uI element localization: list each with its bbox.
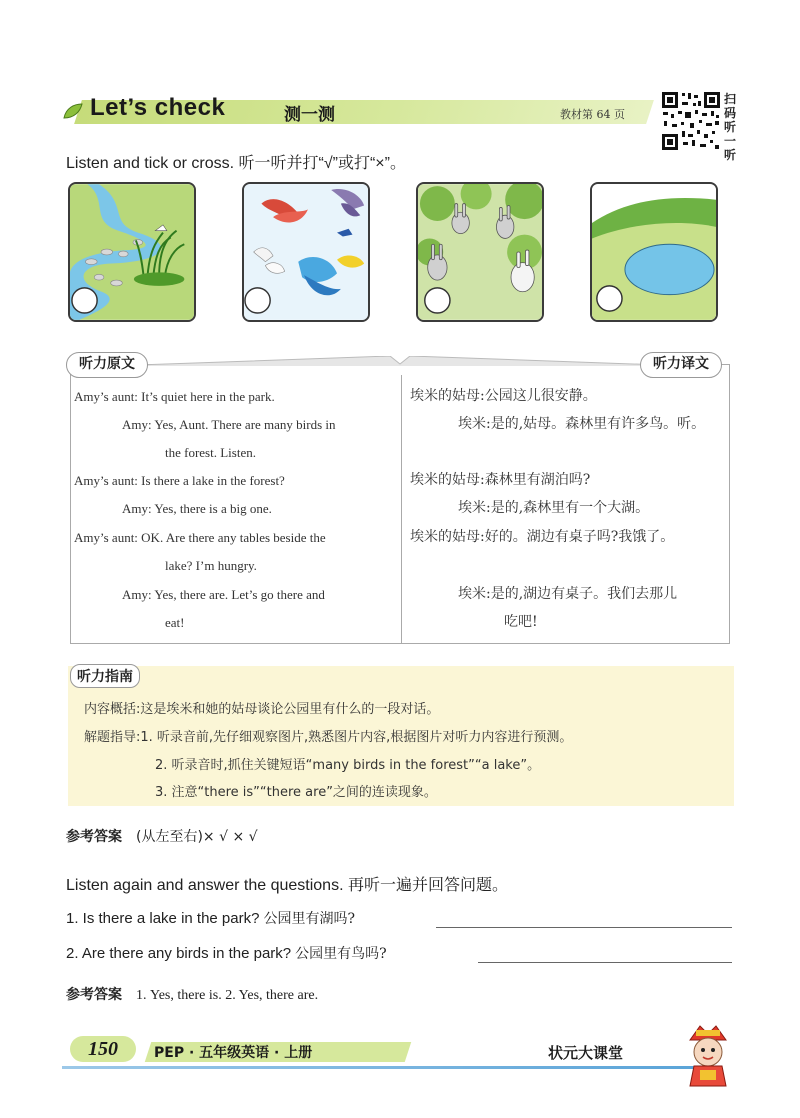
guide-summary: 内容概括:这是埃米和她的姑母谈论公园里有什么的一段对话。 xyxy=(84,702,440,717)
tab-listening-translation: 听力译文 xyxy=(640,352,722,378)
qr-code-icon[interactable] xyxy=(660,90,722,152)
zh-line-6: 埃米:是的,湖边有桌子。我们去那儿 xyxy=(458,586,678,602)
stream-grass-illustration xyxy=(70,184,194,320)
transcript-divider xyxy=(401,375,402,643)
answer-2-label: 参考答案 xyxy=(66,987,122,1003)
transcript-top-ornament xyxy=(110,356,690,366)
en-line-5: Amy’s aunt: OK. Are there any tables beside the xyxy=(74,530,326,545)
answer-1-text: (从左至右)× √ × √ xyxy=(136,829,258,845)
section-header xyxy=(62,94,650,128)
textbook-page-ref: 教材第 64 页 xyxy=(560,108,625,121)
zh-line-4: 埃米:是的,森林里有一个大湖。 xyxy=(458,500,650,516)
publisher-name: 状元大课堂 xyxy=(548,1044,624,1062)
en-line-4: Amy: Yes, there is a big one. xyxy=(122,501,272,516)
answer-2-text: 1. Yes, there is. 2. Yes, there are. xyxy=(136,988,319,1003)
question-2: 2. Are there any birds in the park? 公园里有鸟吗? xyxy=(66,945,387,962)
birds-illustration xyxy=(244,184,368,320)
en-line-6: Amy: Yes, there are. Let’s go there and xyxy=(122,587,325,602)
instruction-listen-again: Listen again and answer the questions. 再听一遍并回答问题。 xyxy=(66,877,508,894)
tab-listening-guide: 听力指南 xyxy=(70,664,140,688)
zh-line-2: 埃米:是的,姑母。森林里有许多鸟。听。 xyxy=(458,416,706,432)
section-title-en: Let’s check xyxy=(90,94,226,121)
footer-rule xyxy=(62,1066,702,1069)
question-1: 1. Is there a lake in the park? 公园里有湖吗? xyxy=(66,910,355,927)
answer-1 xyxy=(66,826,258,846)
tab-listening-original: 听力原文 xyxy=(66,352,148,378)
page-number: 150 xyxy=(70,1036,136,1062)
answer-line-2[interactable] xyxy=(478,962,732,963)
zh-line-6-cont: 吃吧! xyxy=(504,614,538,630)
qr-label: 扫 码 听 一 听 xyxy=(724,92,737,162)
zh-line-1: 埃米的姑母:公园这儿很安静。 xyxy=(410,388,597,404)
picture-rabbits xyxy=(416,182,544,322)
picture-lake xyxy=(590,182,718,322)
answer-2 xyxy=(66,984,318,1004)
guide-tip-2: 2. 听录音时,抓住关键短语“many birds in the forest”“a lake”。 xyxy=(155,758,541,773)
section-title-zh: 测一测 xyxy=(284,105,335,125)
rabbits-illustration xyxy=(418,184,542,320)
en-line-3: Amy’s aunt: Is there a lake in the forest? xyxy=(74,473,285,488)
en-line-6-cont: eat! xyxy=(165,615,185,630)
picture-stream xyxy=(68,182,196,322)
guide-tip-1: 解题指导:1. 听录音前,先仔细观察图片,熟悉图片内容,根据图片对听力内容进行预测。 xyxy=(84,730,573,745)
instruction-listen-tick: Listen and tick or cross. 听一听并打“√”或打“×”。 xyxy=(66,155,406,172)
en-line-2-cont: the forest. Listen. xyxy=(165,445,256,460)
book-title: PEP · 五年级英语 · 上册 xyxy=(154,1045,313,1061)
mascot-icon xyxy=(676,1022,740,1090)
guide-tip-3: 3. 注意“there is”“there are”之间的连读现象。 xyxy=(155,785,437,800)
answer-1-label: 参考答案 xyxy=(66,829,122,845)
answer-line-1[interactable] xyxy=(436,927,732,928)
zh-line-5: 埃米的姑母:好的。湖边有桌子吗?我饿了。 xyxy=(410,529,675,545)
lake-illustration xyxy=(592,184,716,320)
en-line-5-cont: lake? I’m hungry. xyxy=(165,558,257,573)
page-footer xyxy=(62,1032,742,1072)
en-line-1: Amy’s aunt: It’s quiet here in the park. xyxy=(74,389,275,404)
zh-line-3: 埃米的姑母:森林里有湖泊吗? xyxy=(410,472,591,488)
en-line-2: Amy: Yes, Aunt. There are many birds in xyxy=(122,417,336,432)
leaf-icon xyxy=(62,102,84,120)
picture-birds xyxy=(242,182,370,322)
